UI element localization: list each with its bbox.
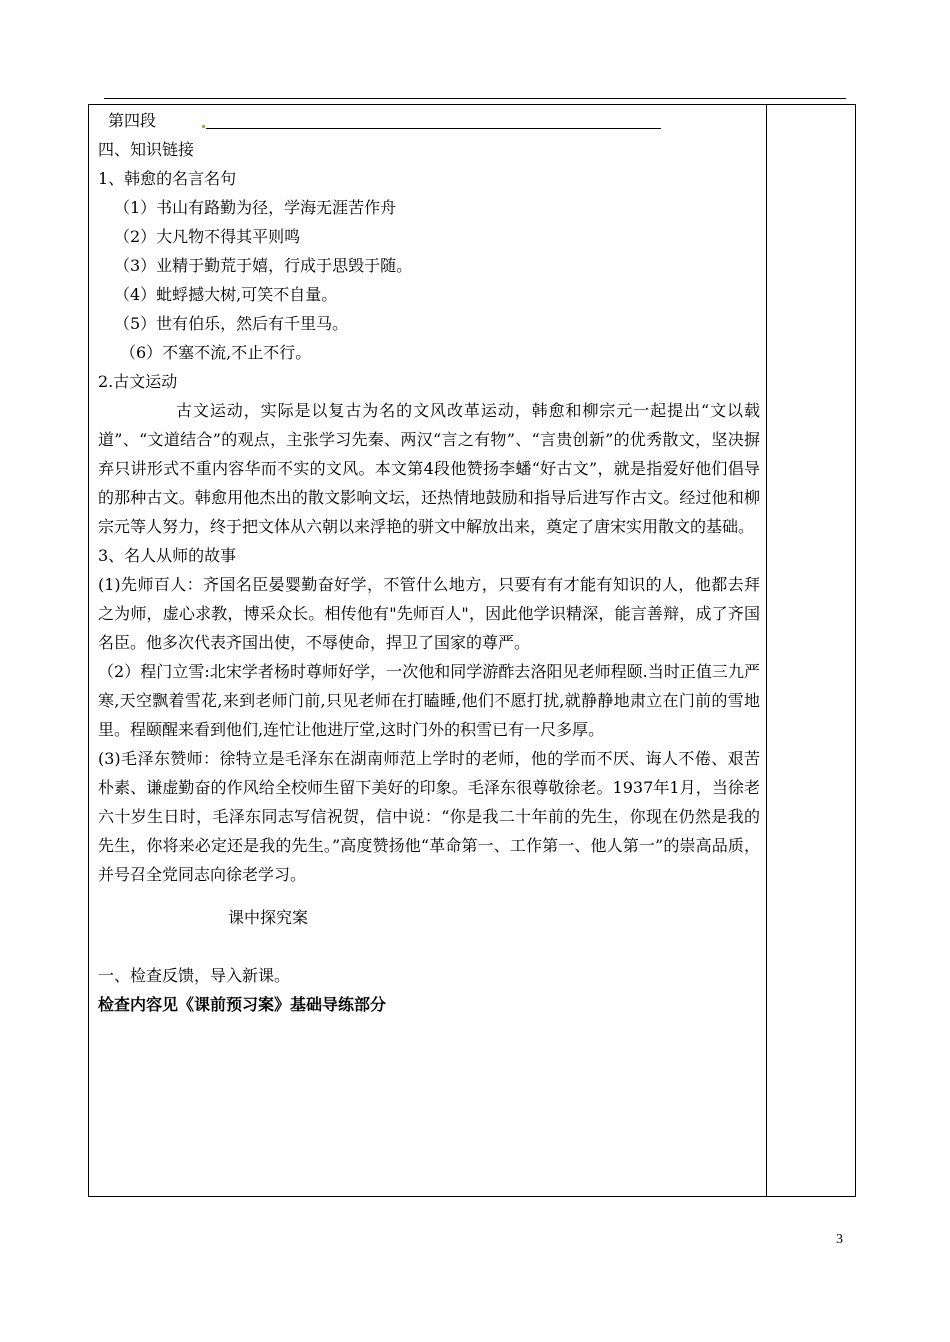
quotes-heading: 1、韩愈的名言名句	[98, 169, 237, 188]
marker-dot	[202, 125, 205, 128]
inclass-title: 课中探究案	[228, 908, 309, 927]
story-paragraph: （2）程门立雪:北宋学者杨时尊师好学，一次他和同学游酢去洛阳见老师程颐.当时正值三九严寒,天空飘着雪花,来到老师门前,只见老师在打瞌睡,他们不愿打扰,就静静地肃立在门前的雪地里。程颐醒来看到他们,连忙让他进厅堂,这时门外的积雪已有一尺多厚。	[98, 662, 760, 739]
knowledge-heading: 四、知识链接	[98, 140, 195, 159]
answer-blank	[206, 110, 661, 129]
header-rule	[104, 98, 846, 99]
main-content	[98, 106, 760, 1019]
quote-item: （6）不塞不流,不止不行。	[120, 343, 312, 362]
quote-item: （4）蚍蜉撼大树,可笑不自量。	[114, 285, 338, 304]
story-paragraph: (1)先师百人：齐国名臣晏婴勤奋好学，不管什么地方，只要有有才能有知识的人，他都去拜之为师，虚心求教，博采众长。相传他有"先师百人"，因此他学识精深，能言善辩，成了齐国名臣。他多次代表齐国出使，不辱使命，捍卫了国家的尊严。	[98, 575, 760, 652]
guwen-heading: 2.古文运动	[98, 372, 178, 391]
quote-item: （2）大凡物不得其平则鸣	[114, 227, 301, 246]
section4-title: 第四段	[108, 111, 157, 130]
column-divider	[766, 104, 767, 1197]
quote-item: （1）书山有路勤为径，学海无涯苦作舟	[114, 198, 397, 217]
guwen-paragraph: 古文运动，实际是以复古为名的文风改革运动，韩愈和柳宗元一起提出“文以载道”、“文道结合”的观点，主张学习先秦、两汉“言之有物”、“言贵创新”的优秀散文，坚决摒弃只讲形式不重内容华而不实的文风。本文第4段他赞扬李蟠“好古文”，就是指爱好他们倡导的那种古文。韩愈用他杰出的散文影响文坛，还热情地鼓励和指导后进写作古文。经过他和柳宗元等人努力，终于把文体从六朝以来浮艳的骈文中解放出来，奠定了唐宋实用散文的基础。	[98, 401, 760, 536]
story-paragraph: (3)毛泽东赞师：徐特立是毛泽东在湖南师范上学时的老师，他的学而不厌、诲人不倦、艰苦朴素、谦虚勤奋的作风给全校师生留下美好的印象。毛泽东很尊敬徐老。1937年1月，当徐老六十岁生日时，毛泽东同志写信祝贺，信中说：“你是我二十年前的先生，你现在仍然是我的先生，你将来必定还是我的先生。”高度赞扬他“革命第一、工作第一、他人第一”的崇高品质，并号召全党同志向徐老学习。	[98, 749, 760, 884]
quote-item: （5）世有伯乐，然后有千里马。	[114, 314, 349, 333]
section4-row	[98, 106, 760, 135]
spacer	[98, 932, 760, 961]
check-content: 检查内容见《课前预习案》基础导练部分	[98, 995, 387, 1014]
stories-heading: 3、名人从师的故事	[98, 546, 237, 565]
step-one: 一、检查反馈，导入新课。	[98, 966, 291, 985]
quote-item: （3）业精于勤荒于嬉，行成于思毁于随。	[114, 256, 413, 275]
page-number: 3	[836, 1232, 843, 1247]
